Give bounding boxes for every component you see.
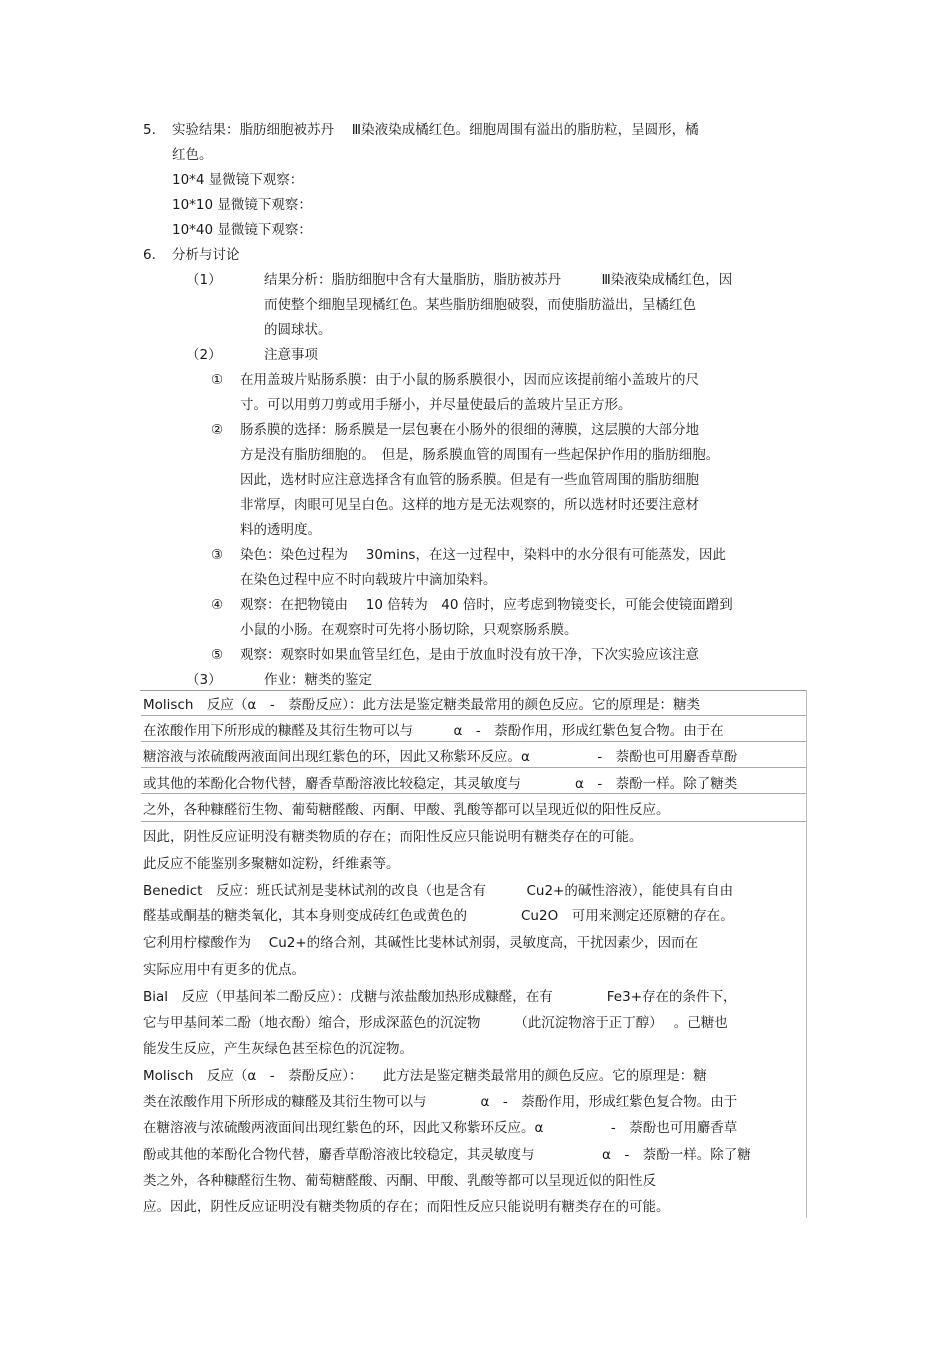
table-cell-text: 在浓酸作用下所形成的糠醛及其衍生物可以与 α - 萘酚作用，形成红紫色复合物。由于在 [143, 723, 724, 739]
note-2-line: 方是没有脂肪细胞的。 但是，肠系膜血管的周围有一些起保护作用的脂肪细胞。 [240, 447, 720, 463]
note-1-line: 寸。可以用剪刀剪或用手掰小，并尽量使最后的盖玻片呈正方形。 [240, 397, 632, 413]
observation-10x40: 10*40 显微镜下观察： [172, 222, 312, 238]
observation-10x4: 10*4 显微镜下观察： [172, 172, 304, 188]
note-marker-5: ⑤ [211, 647, 224, 663]
body-line: 实际应用中有更多的优点。 [143, 962, 305, 978]
note-marker-2: ② [211, 422, 224, 438]
note-marker-1: ① [211, 372, 224, 388]
note-2-line: 因此，选材时应注意选择含有血管的肠系膜。但是有一些血管周围的脂肪细胞 [240, 472, 699, 488]
section-5-number: 5. [143, 122, 156, 138]
section-6-number: 6. [143, 247, 156, 263]
body-line: Benedict 反应：班氏试剂是斐林试剂的改良（也是含有 Cu2+的碱性溶液），能使具有自由 [143, 883, 734, 899]
item-1-line: 结果分析：脂肪细胞中含有大量脂肪，脂肪被苏丹 Ⅲ染液染成橘红色，因 [264, 272, 733, 288]
note-2-line: 非常厚，肉眼可见呈白色。这样的地方是无法观察的，所以选材时还要注意材 [240, 497, 699, 513]
note-3-line: 染色：染色过程为 30mins，在这一过程中，染料中的水分很有可能蒸发，因此 [240, 547, 726, 563]
body-line: 此反应不能鉴别多聚糖如淀粉，纤维素等。 [143, 856, 400, 872]
item-2-label: （2） [186, 347, 222, 363]
body-line: 因此，阴性反应证明没有糖类物质的存在；而阳性反应只能说明有糖类存在的可能。 [143, 829, 643, 845]
note-3-line: 在染色过程中应不时向载玻片中滴加染料。 [240, 572, 497, 588]
note-marker-3: ③ [211, 547, 224, 563]
note-2-line: 肠系膜的选择：肠系膜是一层包裹在小肠外的很细的薄膜，这层膜的大部分地 [240, 422, 699, 438]
body-line: 醛基或酮基的糖类氧化，其本身则变成砖红色或黄色的 Cu2O 可用来测定还原糖的存在。 [143, 908, 734, 924]
table-cell-text: 之外，各种糠醛衍生物、葡萄糖醛酸、丙酮、甲酸、乳酸等都可以呈现近似的阳性反应。 [143, 802, 670, 818]
item-1-line: 而使整个细胞呈现橘红色。某些脂肪细胞破裂，而使脂肪溢出，呈橘红色 [264, 297, 696, 313]
body-line: 酚或其他的苯酚化合物代替，麝香草酚溶液比较稳定，其灵敏度与 α - 萘酚一样。除了糖 [143, 1147, 751, 1163]
observation-10x10: 10*10 显微镜下观察： [172, 197, 312, 213]
body-line: 它利用柠檬酸作为 Cu2+的络合剂，其碱性比斐林试剂弱，灵敏度高，干扰因素少，因而在 [143, 935, 699, 951]
item-3-title: 作业：糖类的鉴定 [264, 672, 372, 688]
section-6-title: 分析与讨论 [172, 247, 240, 263]
body-line: 类之外，各种糠醛衍生物、葡萄糖醛酸、丙酮、甲酸、乳酸等都可以呈现近似的阳性反 [143, 1173, 656, 1189]
body-line: Molisch 反应（α - 萘酚反应）： 此方法是鉴定糖类最常用的颜色反应。它的原理是：糖 [143, 1068, 707, 1084]
note-5-line: 观察：观察时如果血管呈红色，是由于放血时没有放干净，下次实验应该注意 [240, 647, 699, 663]
table-cell-text: 或其他的苯酚化合物代替，麝香草酚溶液比较稳定，其灵敏度与 α - 萘酚一样。除了糖类 [143, 776, 738, 792]
table-cell-text: 糖溶液与浓硫酸两液面间出现红紫色的环，因此又称紫环反应。α - 萘酚也可用麝香草酚 [143, 749, 738, 765]
body-line: 在糖溶液与浓硫酸两液面间出现红紫色的环，因此又称紫环反应。α - 萘酚也可用麝香草 [143, 1120, 738, 1136]
item-2-title: 注意事项 [264, 347, 318, 363]
table-cell-text: Molisch 反应（α - 萘酚反应）：此方法是鉴定糖类最常用的颜色反应。它的原理是：糖类 [143, 697, 700, 713]
note-4-line: 观察：在把物镜由 10 倍转为 40 倍时，应考虑到物镜变长，可能会使镜面蹭到 [240, 597, 733, 613]
note-1-line: 在用盖玻片贴肠系膜：由于小鼠的肠系膜很小，因而应该提前缩小盖玻片的尺 [240, 372, 699, 388]
table-right-border [806, 690, 807, 823]
note-4-line: 小鼠的小肠。在观察时可先将小肠切除，只观察肠系膜。 [240, 622, 578, 638]
note-marker-4: ④ [211, 597, 224, 613]
item-1-line: 的圆球状。 [264, 322, 332, 338]
item-3-label: （3） [186, 672, 222, 688]
body-line: Bial 反应（甲基间苯二酚反应）：戊糖与浓盐酸加热形成糠醛，在有 Fe3+存在的条件下， [143, 989, 737, 1005]
item-1-label: （1） [186, 272, 222, 288]
body-line: 能发生反应，产生灰绿色甚至棕色的沉淀物。 [143, 1041, 413, 1057]
section-5-line-2: 红色。 [172, 147, 213, 163]
section-5-line-1: 实验结果：脂肪细胞被苏丹 Ⅲ染液染成橘红色。细胞周围有溢出的脂肪粒，呈圆形，橘 [172, 122, 699, 138]
note-2-line: 料的透明度。 [240, 522, 321, 538]
right-margin-rule [806, 823, 807, 1218]
body-line: 它与甲基间苯二酚（地衣酚）缩合，形成深蓝色的沉淀物 （此沉淀物溶于正丁醇） 。己糖也 [143, 1015, 728, 1031]
body-line: 类在浓酸作用下所形成的糠醛及其衍生物可以与 α - 萘酚作用，形成红紫色复合物。由于 [143, 1094, 738, 1110]
body-line: 应。因此，阴性反应证明没有糖类物质的存在；而阳性反应只能说明有糖类存在的可能。 [143, 1199, 670, 1215]
